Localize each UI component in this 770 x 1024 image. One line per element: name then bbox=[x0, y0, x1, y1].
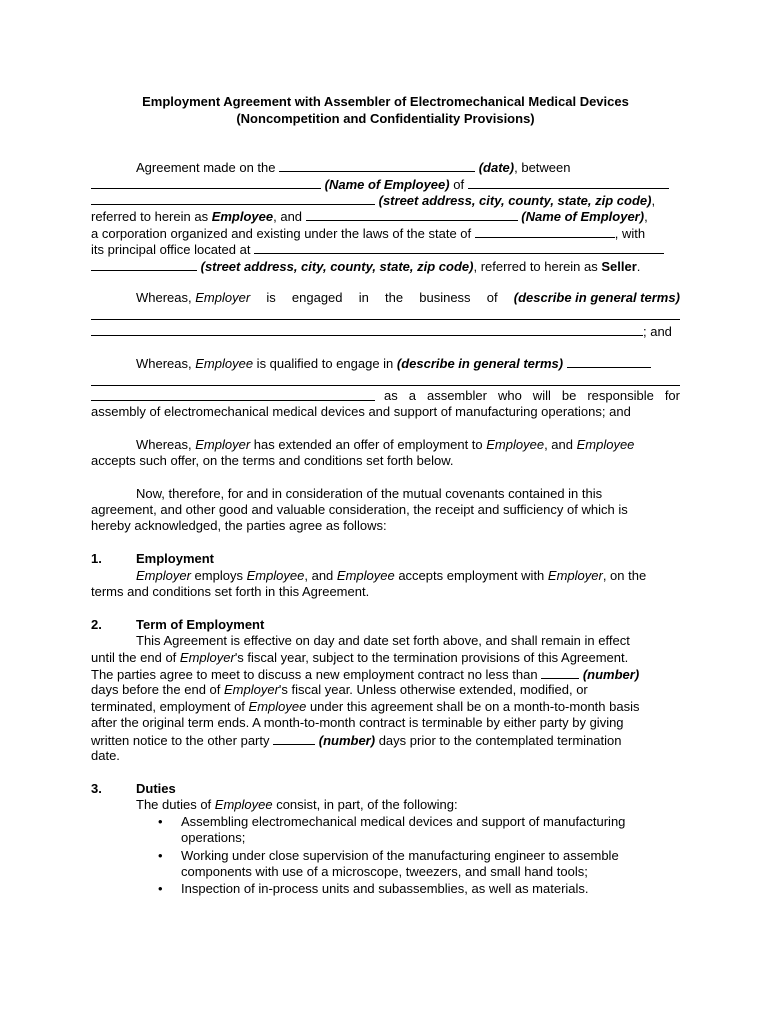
now-line-1: Now, therefore, for and in consideration of the mutual covenants contained in this bbox=[136, 486, 603, 501]
bullet-icon: • bbox=[158, 881, 163, 896]
employer-name-blank[interactable] bbox=[306, 208, 518, 221]
bullet-icon: • bbox=[158, 814, 163, 829]
qualification-blank-2[interactable] bbox=[91, 385, 680, 386]
section-1-number: 1. bbox=[91, 551, 102, 566]
employee-name-blank[interactable] bbox=[91, 176, 321, 189]
employee-address-blank[interactable] bbox=[468, 176, 669, 189]
document-subtitle: (Noncompetition and Confidentiality Provisions) bbox=[236, 111, 535, 126]
duty-3-line-1: Inspection of in-process units and subassemblies, as well as materials. bbox=[181, 881, 589, 896]
duty-2-line-1: Working under close supervision of the manufacturing engineer to assemble bbox=[181, 848, 619, 863]
whereas-2-line-3: as a assembler who will be responsible for bbox=[91, 388, 680, 405]
employee-address-blank-2[interactable] bbox=[91, 192, 375, 205]
section-2-line-7: written notice to the other party (number) days prior to the contemplated termination bbox=[91, 733, 622, 748]
intro-line-6: its principal office located at bbox=[91, 241, 680, 258]
notice-days-blank[interactable] bbox=[273, 732, 315, 745]
section-1-heading: Employment bbox=[136, 551, 215, 566]
section-2-line-8: date. bbox=[91, 748, 120, 763]
business-blank-2[interactable] bbox=[91, 323, 643, 336]
whereas-2-line-1: Whereas, Employee is qualified to engage in (describe in general terms) bbox=[91, 355, 680, 372]
days-before-blank[interactable] bbox=[541, 666, 579, 679]
intro-line-7: (street address, city, county, state, zip code), referred to herein as Seller. bbox=[91, 258, 680, 275]
section-2-line-3: The parties agree to meet to discuss a new employment contract no less than (number) bbox=[91, 667, 640, 682]
section-3-line-1: The duties of Employee consist, in part, of the following: bbox=[136, 797, 458, 812]
intro-line-5: a corporation organized and existing under the laws of the state of , with bbox=[91, 226, 646, 241]
section-2-line-1: This Agreement is effective on day and date set forth above, and shall remain in effect bbox=[136, 633, 630, 648]
document-title: Employment Agreement with Assembler of Electromechanical Medical Devices bbox=[142, 94, 629, 109]
whereas-1-line-3: ; and bbox=[91, 323, 680, 340]
office-address-blank-2[interactable] bbox=[91, 258, 197, 271]
duty-1-line-2: operations; bbox=[181, 830, 246, 845]
whereas-2-line-4: assembly of electromechanical medical devices and support of manufacturing operations; and bbox=[91, 404, 631, 419]
whereas-1-line-1: Whereas, Employer is engaged in the business of (describe in general terms) bbox=[136, 290, 680, 305]
date-blank[interactable] bbox=[279, 159, 475, 172]
duty-1-line-1: Assembling electromechanical medical devices and support of manufacturing bbox=[181, 814, 626, 829]
bullet-icon: • bbox=[158, 848, 163, 863]
section-3-number: 3. bbox=[91, 781, 102, 796]
qualification-blank[interactable] bbox=[567, 355, 651, 368]
section-2-line-2: until the end of Employer's fiscal year, subject to the termination provisions of this Agreement. bbox=[91, 650, 629, 665]
whereas-3-line-1: Whereas, Employer has extended an offer of employment to Employee, and Employee bbox=[136, 437, 635, 452]
now-line-3: hereby acknowledged, the parties agree as follows: bbox=[91, 518, 387, 533]
section-1-line-2: terms and conditions set forth in this Agreement. bbox=[91, 584, 370, 599]
state-blank[interactable] bbox=[475, 225, 615, 238]
section-2-number: 2. bbox=[91, 617, 102, 632]
business-blank-1[interactable] bbox=[91, 319, 680, 320]
qualification-blank-3[interactable] bbox=[91, 388, 375, 401]
duty-2-line-2: components with use of a microscope, tweezers, and small hand tools; bbox=[181, 864, 588, 879]
section-2-line-6: after the original term ends. A month-to-month contract is terminable by either party by giving bbox=[91, 715, 624, 730]
intro-line-3: (street address, city, county, state, zip code), bbox=[91, 192, 680, 209]
office-address-blank[interactable] bbox=[254, 241, 664, 254]
intro-line-4: referred to herein as Employee, and (Name of Employer), bbox=[91, 209, 648, 224]
intro-line-2: (Name of Employee) of bbox=[91, 176, 680, 193]
whereas-3-line-2: accepts such offer, on the terms and conditions set forth below. bbox=[91, 453, 454, 468]
section-2-line-5: terminated, employment of Employee under this agreement shall be on a month-to-month basis bbox=[91, 699, 640, 714]
intro-line-1: Agreement made on the (date), between bbox=[136, 160, 571, 175]
section-2-line-4: days before the end of Employer's fiscal year. Unless otherwise extended, modified, or bbox=[91, 682, 588, 697]
now-line-2: agreement, and other good and valuable consideration, the receipt and sufficiency of which is bbox=[91, 502, 628, 517]
section-2-heading: Term of Employment bbox=[136, 617, 265, 632]
section-1-line-1: Employer employs Employee, and Employee accepts employment with Employer, on the bbox=[136, 568, 647, 583]
section-3-heading: Duties bbox=[136, 781, 176, 796]
